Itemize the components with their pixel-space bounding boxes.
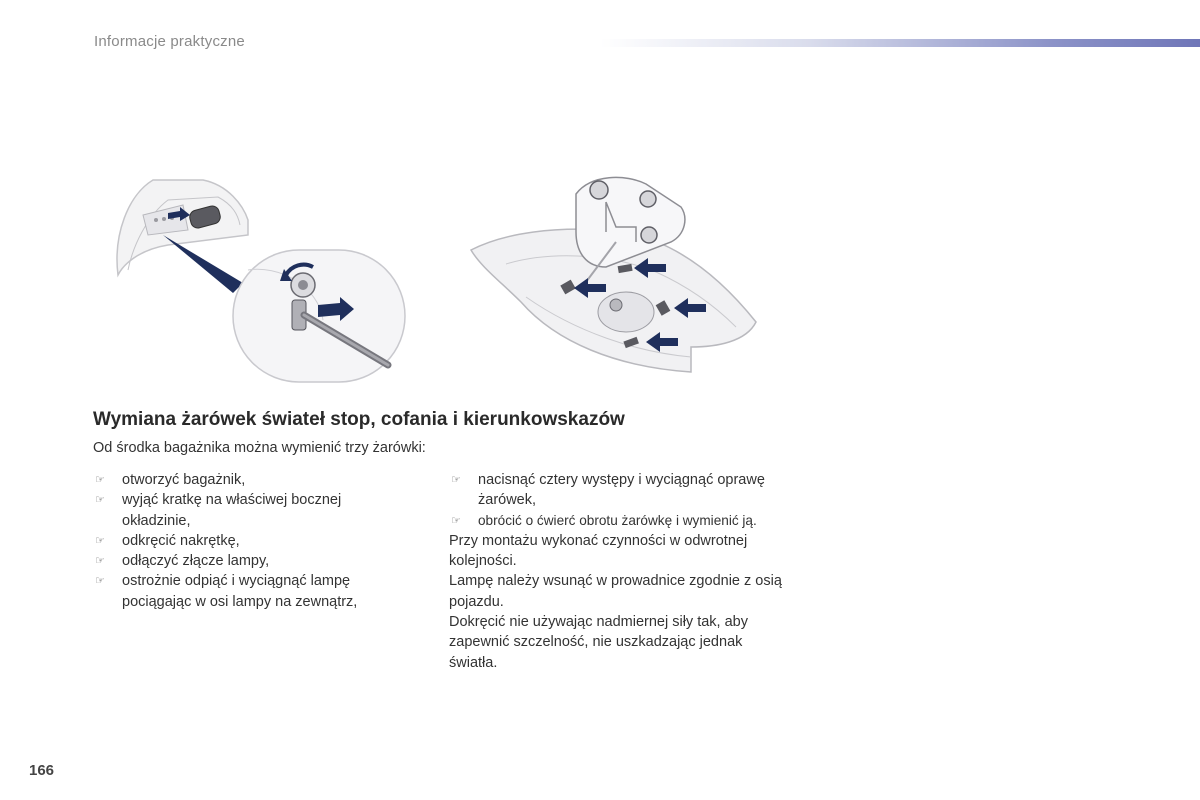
list-item: ☞ obrócić o ćwierć obrotu żarówkę i wymienić ją. [449,511,784,531]
pointing-hand-icon: ☞ [95,474,105,486]
pointing-hand-icon: ☞ [95,494,105,507]
note-paragraph: Lampę należy wsunąć w prowadnice zgodnie z osią pojazdu. [449,573,782,610]
pointing-hand-icon: ☞ [451,474,461,486]
header-accent-bar [600,39,1200,47]
pointing-hand-icon: ☞ [95,555,105,568]
list-item: ☞ nacisnąć cztery występy i wyciągnąć oprawę żarówek, [451,472,765,509]
list-item: ☞ otworzyć bagażnik, [93,470,393,490]
section-label: Informacje praktyczne [94,33,245,50]
right-steps-list [449,470,784,673]
pointing-hand-icon: ☞ [451,514,461,527]
intro-text: Od środka bagażnika można wymienić trzy żarówki: [93,440,426,456]
trunk-trim-access-and-lamp-unit-icon [108,175,408,390]
list-item: ☞ odłączyć złącze lampy, [93,551,393,571]
pointing-hand-icon: ☞ [95,575,105,588]
page-number: 166 [29,762,55,779]
rear-lamp-bulb-holder-icon [466,172,766,382]
note-paragraph: Dokręcić nie używając nadmiernej siły tak, aby zapewnić szczelność, nie uszkadzając jednak światła. [449,614,748,671]
pointing-hand-icon: ☞ [95,534,105,547]
left-steps-list [93,470,393,612]
note-paragraph: Przy montażu wykonać czynności w odwrotnej kolejności. [449,532,748,570]
list-item: ☞ wyjąć kratkę na właściwej bocznej okładzinie, [95,492,342,529]
section-title: Wymiana żarówek świateł stop, cofania i kierunkowskazów [93,409,625,430]
rear-lamp-illustration [466,172,766,382]
trunk-trim-illustration [108,175,408,390]
list-item: ☞ ostrożnie odpiąć i wyciągnąć lampę pociągając w osi lampy na zewnątrz, [95,573,358,610]
list-item: ☞ odkręcić nakrętkę, [93,531,393,551]
